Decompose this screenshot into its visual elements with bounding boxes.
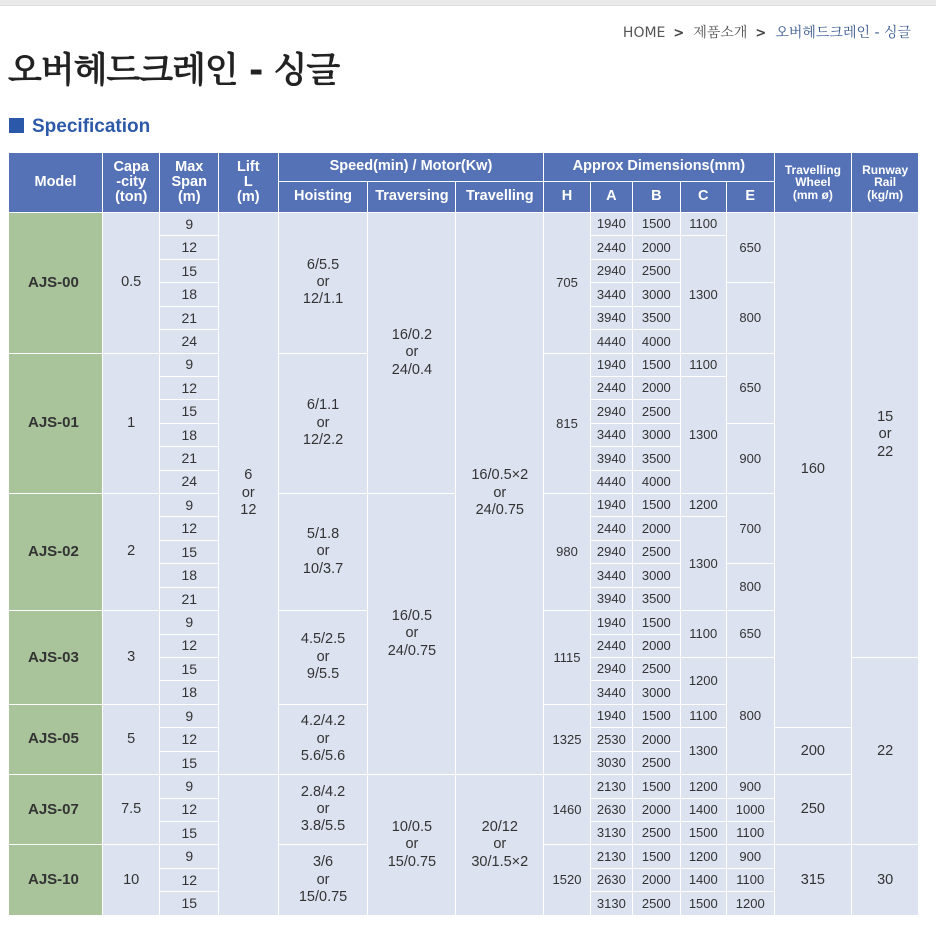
span-cell: 18 (160, 423, 219, 446)
b-cell: 2000 (633, 868, 680, 891)
a-cell: 1940 (590, 494, 632, 517)
table-row (9, 775, 919, 798)
hoisting-cell: 4.2/4.2 or 5.6/5.6 (278, 704, 368, 774)
breadcrumb-home-link[interactable]: HOME (622, 25, 666, 41)
span-cell: 21 (160, 447, 219, 470)
hoisting-cell: 6/1.1 or 12/2.2 (278, 353, 368, 494)
b-cell: 3000 (633, 283, 680, 306)
a-cell: 2440 (590, 517, 632, 540)
a-cell: 2630 (590, 798, 632, 821)
section-heading-label: Specification (32, 116, 151, 137)
c-cell: 1200 (680, 658, 726, 705)
a-cell: 2940 (590, 259, 632, 282)
span-cell: 15 (160, 892, 219, 916)
header-e: E (727, 182, 775, 213)
span-cell: 9 (160, 611, 219, 634)
a-cell: 3130 (590, 821, 632, 844)
e-cell: 800 (727, 564, 775, 611)
hoisting-cell: 2.8/4.2 or 3.8/5.5 (278, 775, 368, 845)
b-cell: 1500 (633, 213, 680, 236)
h-cell: 815 (544, 353, 590, 494)
c-cell: 1300 (680, 728, 726, 775)
span-cell: 12 (160, 868, 219, 891)
header-b: B (633, 182, 680, 213)
hoisting-cell: 3/6 or 15/0.75 (278, 845, 368, 916)
a-cell: 1940 (590, 353, 632, 376)
e-cell: 800 (727, 658, 775, 775)
a-cell: 3440 (590, 283, 632, 306)
e-cell: 700 (727, 494, 775, 564)
c-cell: 1300 (680, 376, 726, 493)
header-hoisting: Hoisting (278, 182, 368, 213)
model-cell: AJS-05 (9, 704, 103, 774)
span-cell: 15 (160, 540, 219, 563)
c-cell: 1200 (680, 845, 726, 868)
b-cell: 2500 (633, 540, 680, 563)
b-cell: 2000 (633, 798, 680, 821)
rail-cell: 22 (852, 658, 919, 845)
c-cell: 1100 (680, 213, 726, 236)
header-a: A (590, 182, 632, 213)
header-speed-group: Speed(min) / Motor(Kw) (278, 153, 544, 182)
a-cell: 1940 (590, 611, 632, 634)
a-cell: 3130 (590, 892, 632, 916)
a-cell: 2130 (590, 775, 632, 798)
capacity-cell: 0.5 (102, 213, 160, 354)
header-travelling: Travelling (456, 182, 544, 213)
header-h: H (544, 182, 590, 213)
c-cell: 1200 (680, 494, 726, 517)
a-cell: 1940 (590, 704, 632, 727)
h-cell: 705 (544, 213, 590, 354)
header-model: Model (9, 153, 103, 213)
capacity-cell: 2 (102, 494, 160, 611)
span-cell: 12 (160, 634, 219, 657)
table-row (9, 213, 919, 236)
b-cell: 4000 (633, 470, 680, 493)
span-cell: 12 (160, 376, 219, 399)
chevron-right-icon: > (673, 26, 685, 41)
a-cell: 3940 (590, 447, 632, 470)
e-cell: 1000 (727, 798, 775, 821)
header-lift: Lift L (m) (219, 153, 279, 213)
travelling-cell: 16/0.5×2 or 24/0.75 (456, 213, 544, 775)
wheel-cell: 250 (774, 775, 852, 845)
b-cell: 2500 (633, 751, 680, 774)
span-cell: 12 (160, 236, 219, 259)
a-cell: 4440 (590, 470, 632, 493)
wheel-cell: 160 (774, 213, 852, 728)
b-cell: 2000 (633, 728, 680, 751)
span-cell: 12 (160, 517, 219, 540)
b-cell: 2500 (633, 892, 680, 916)
a-cell: 2530 (590, 728, 632, 751)
a-cell: 2940 (590, 400, 632, 423)
traversing-cell: 16/0.5 or 24/0.75 (368, 494, 456, 775)
capacity-cell: 1 (102, 353, 160, 494)
span-cell: 12 (160, 798, 219, 821)
wheel-cell: 200 (774, 728, 852, 775)
rail-cell: 15 or 22 (852, 213, 919, 658)
breadcrumb-products-link[interactable]: 제품소개 (693, 25, 748, 41)
a-cell: 2440 (590, 376, 632, 399)
e-cell: 1200 (727, 892, 775, 916)
b-cell: 2500 (633, 400, 680, 423)
a-cell: 2940 (590, 540, 632, 563)
b-cell: 3000 (633, 423, 680, 446)
travelling-cell: 20/12 or 30/1.5×2 (456, 775, 544, 916)
span-cell: 15 (160, 658, 219, 681)
b-cell: 3500 (633, 447, 680, 470)
a-cell: 2130 (590, 845, 632, 868)
a-cell: 3940 (590, 587, 632, 610)
b-cell: 1500 (633, 845, 680, 868)
span-cell: 21 (160, 587, 219, 610)
a-cell: 3440 (590, 564, 632, 587)
hoisting-cell: 5/1.8 or 10/3.7 (278, 494, 368, 611)
h-cell: 1115 (544, 611, 590, 705)
breadcrumb (623, 22, 911, 42)
e-cell: 900 (727, 845, 775, 868)
span-cell: 24 (160, 470, 219, 493)
a-cell: 3030 (590, 751, 632, 774)
a-cell: 3440 (590, 681, 632, 704)
h-cell: 1460 (544, 775, 590, 845)
spec-table-body (9, 213, 919, 916)
header-runway-rail: Runway Rail (kg/m) (852, 153, 919, 213)
model-cell: AJS-03 (9, 611, 103, 705)
page-title: 오버헤드크레인 - 싱글 (8, 51, 340, 92)
b-cell: 2000 (633, 376, 680, 399)
b-cell: 4000 (633, 330, 680, 353)
span-cell: 15 (160, 259, 219, 282)
e-cell: 650 (727, 353, 775, 423)
lift-cell: 6 or 12 (219, 213, 279, 775)
c-cell: 1300 (680, 236, 726, 353)
b-cell: 2000 (633, 517, 680, 540)
header-travelling-wheel: Travelling Wheel (mm ø) (774, 153, 852, 213)
span-cell: 24 (160, 330, 219, 353)
c-cell: 1400 (680, 798, 726, 821)
b-cell: 3500 (633, 587, 680, 610)
a-cell: 2440 (590, 634, 632, 657)
header-c: C (680, 182, 726, 213)
square-bullet-icon (9, 118, 24, 133)
b-cell: 2500 (633, 658, 680, 681)
chevron-right-icon: > (755, 26, 767, 41)
e-cell: 900 (727, 775, 775, 798)
c-cell: 1100 (680, 611, 726, 658)
b-cell: 3500 (633, 306, 680, 329)
h-cell: 980 (544, 494, 590, 611)
c-cell: 1400 (680, 868, 726, 891)
a-cell: 2440 (590, 236, 632, 259)
e-cell: 800 (727, 283, 775, 353)
span-cell: 18 (160, 283, 219, 306)
model-cell: AJS-10 (9, 845, 103, 916)
span-cell: 15 (160, 821, 219, 844)
header-max-span: Max Span (m) (160, 153, 219, 213)
span-cell: 15 (160, 751, 219, 774)
traversing-cell: 10/0.5 or 15/0.75 (368, 775, 456, 916)
a-cell: 3940 (590, 306, 632, 329)
c-cell: 1500 (680, 821, 726, 844)
a-cell: 3440 (590, 423, 632, 446)
span-cell: 9 (160, 704, 219, 727)
a-cell: 2940 (590, 658, 632, 681)
traversing-cell: 16/0.2 or 24/0.4 (368, 213, 456, 494)
c-cell: 1100 (680, 704, 726, 727)
spec-table-container (8, 152, 919, 916)
e-cell: 650 (727, 213, 775, 283)
c-cell: 1100 (680, 353, 726, 376)
c-cell: 1500 (680, 892, 726, 916)
b-cell: 1500 (633, 775, 680, 798)
spec-table (8, 152, 919, 916)
header-traversing: Traversing (368, 182, 456, 213)
model-cell: AJS-01 (9, 353, 103, 494)
b-cell: 2500 (633, 821, 680, 844)
c-cell: 1300 (680, 517, 726, 611)
span-cell: 9 (160, 353, 219, 376)
b-cell: 1500 (633, 494, 680, 517)
span-cell: 21 (160, 306, 219, 329)
capacity-cell: 5 (102, 704, 160, 774)
model-cell: AJS-00 (9, 213, 103, 354)
b-cell: 3000 (633, 681, 680, 704)
rail-cell: 30 (852, 845, 919, 916)
span-cell: 15 (160, 400, 219, 423)
a-cell: 2630 (590, 868, 632, 891)
capacity-cell: 3 (102, 611, 160, 705)
span-cell: 9 (160, 845, 219, 868)
span-cell: 9 (160, 494, 219, 517)
wheel-cell: 315 (774, 845, 852, 916)
b-cell: 1500 (633, 353, 680, 376)
span-cell: 9 (160, 213, 219, 236)
b-cell: 2000 (633, 236, 680, 259)
hoisting-cell: 4.5/2.5 or 9/5.5 (278, 611, 368, 705)
model-cell: AJS-02 (9, 494, 103, 611)
h-cell: 1325 (544, 704, 590, 774)
b-cell: 1500 (633, 611, 680, 634)
capacity-cell: 10 (102, 845, 160, 916)
b-cell: 1500 (633, 704, 680, 727)
top-border (0, 0, 936, 6)
a-cell: 4440 (590, 330, 632, 353)
header-dimensions-group: Approx Dimensions(mm) (544, 153, 774, 182)
e-cell: 1100 (727, 821, 775, 844)
lift-cell (219, 775, 279, 916)
span-cell: 9 (160, 775, 219, 798)
header-capacity: Capa -city (ton) (102, 153, 160, 213)
b-cell: 2000 (633, 634, 680, 657)
h-cell: 1520 (544, 845, 590, 916)
e-cell: 650 (727, 611, 775, 658)
hoisting-cell: 6/5.5 or 12/1.1 (278, 213, 368, 354)
span-cell: 18 (160, 681, 219, 704)
span-cell: 18 (160, 564, 219, 587)
b-cell: 2500 (633, 259, 680, 282)
e-cell: 900 (727, 423, 775, 493)
e-cell: 1100 (727, 868, 775, 891)
section-heading (9, 116, 150, 138)
model-cell: AJS-07 (9, 775, 103, 845)
capacity-cell: 7.5 (102, 775, 160, 845)
a-cell: 1940 (590, 213, 632, 236)
span-cell: 12 (160, 728, 219, 751)
b-cell: 3000 (633, 564, 680, 587)
c-cell: 1200 (680, 775, 726, 798)
breadcrumb-current-page[interactable]: 오버헤드크레인 - 싱글 (775, 25, 911, 41)
